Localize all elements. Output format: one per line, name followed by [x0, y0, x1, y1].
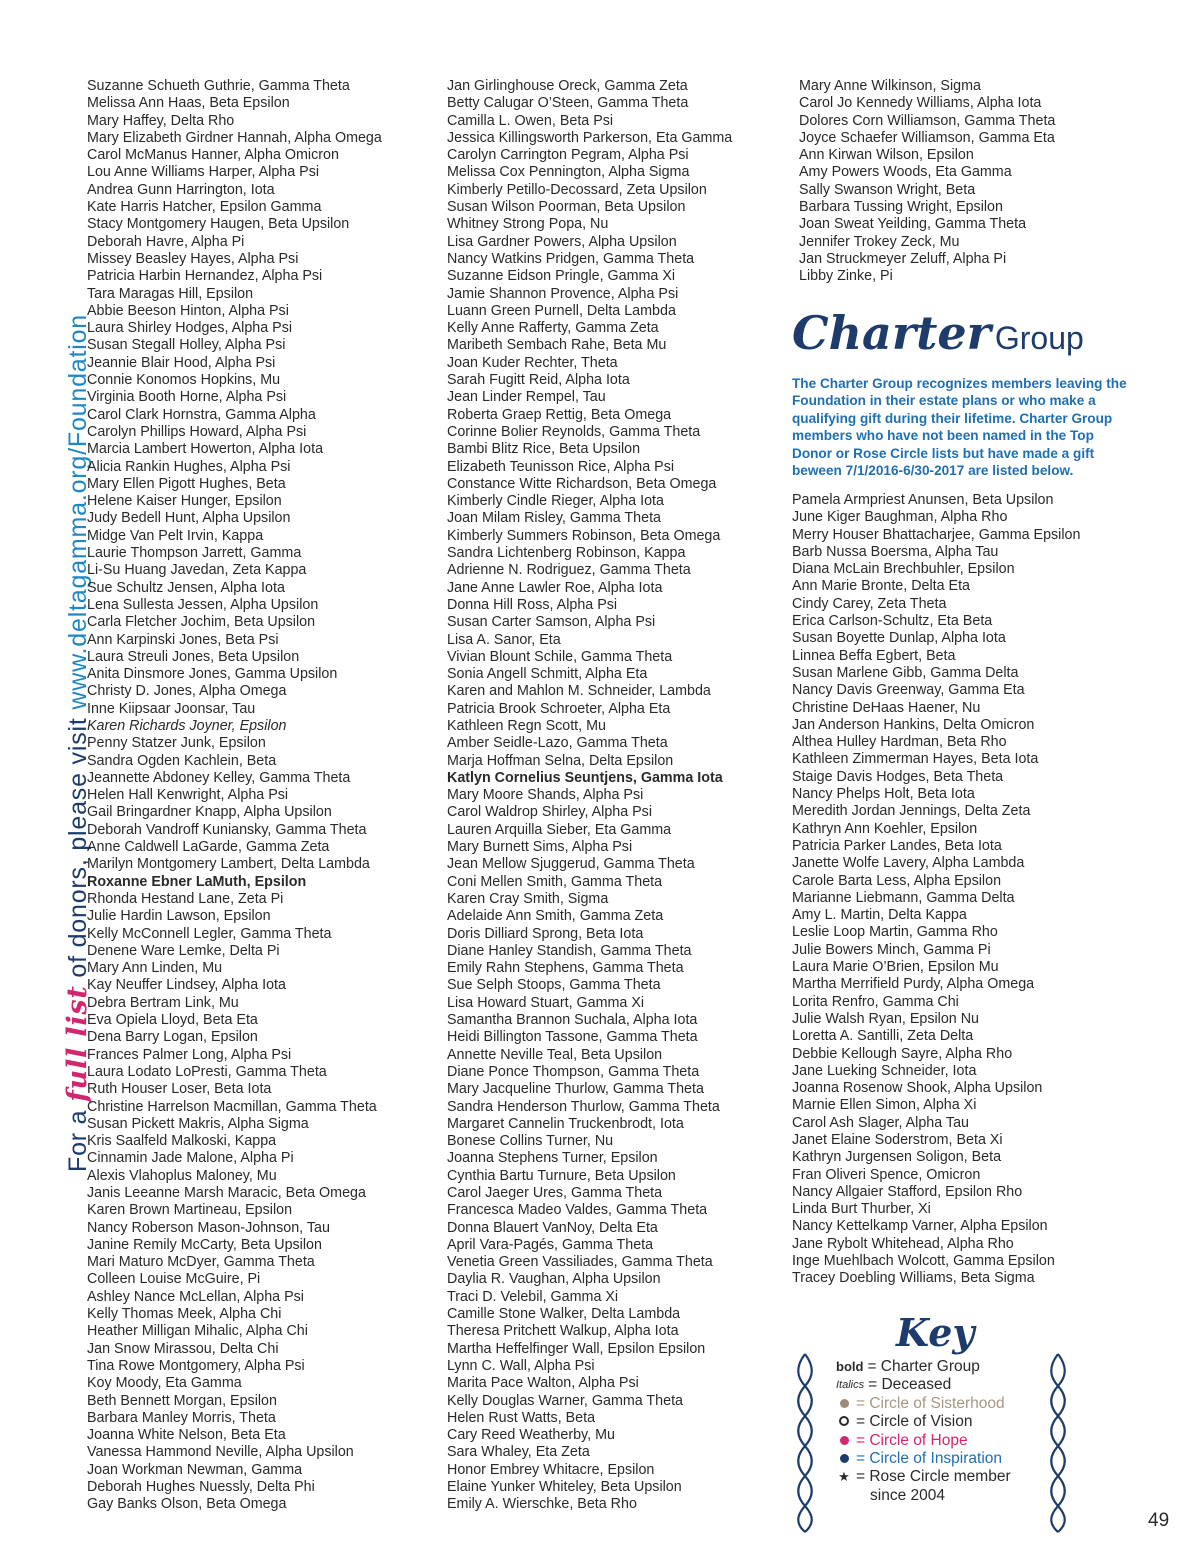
- donor-name-item: Susan Marlene Gibb, Gamma Delta: [792, 664, 1019, 681]
- donor-name-item: Cindy Carey, Zeta Theta: [792, 595, 947, 612]
- donor-name-item: Vivian Blount Schile, Gamma Theta: [447, 648, 673, 665]
- donor-name-item: Penny Statzer Junk, Epsilon: [87, 735, 266, 752]
- donor-name-item: Kimberly Cindle Rieger, Alpha Iota: [447, 493, 664, 510]
- donor-name-item: Lauren Arquilla Sieber, Eta Gamma: [447, 821, 672, 838]
- donor-name-item: Diane Ponce Thompson, Gamma Theta: [447, 1063, 700, 1080]
- donor-name-item: Carol Jo Kennedy Williams, Alpha Iota: [799, 95, 1042, 112]
- donor-name-item: Sandra Lichtenberg Robinson, Kappa: [447, 545, 686, 562]
- donor-name-item: Laura Marie O’Brien, Epsilon Mu: [792, 959, 999, 976]
- donor-name-item: Eva Opiela Lloyd, Beta Eta: [87, 1012, 258, 1029]
- donor-name-item: Cynthia Bartu Turnure, Beta Upsilon: [447, 1167, 676, 1184]
- donor-name-item: Tracey Doebling Williams, Beta Sigma: [792, 1270, 1035, 1287]
- donor-name-item: Marcia Lambert Howerton, Alpha Iota: [87, 441, 324, 458]
- donor-name-item: Roxanne Ebner LaMuth, Epsilon: [87, 873, 307, 890]
- donor-name-item: Lynn C. Wall, Alpha Psi: [447, 1357, 595, 1374]
- donor-name-item: Joan Milam Risley, Gamma Theta: [447, 510, 661, 527]
- donor-name-item: Kimberly Summers Robinson, Beta Omega: [447, 527, 721, 544]
- donor-name-item: Diane Hanley Standish, Gamma Theta: [447, 942, 692, 959]
- donor-name-item: Marianne Liebmann, Gamma Delta: [792, 889, 1015, 906]
- donor-name-item: Pamela Armpriest Anunsen, Beta Upsilon: [792, 492, 1054, 508]
- donor-name-item: Jan Girlinghouse Oreck, Gamma Zeta: [447, 78, 688, 94]
- donor-name-item: Katlyn Cornelius Seuntjens, Gamma Iota: [447, 769, 723, 786]
- donor-name-item: Linda Burt Thurber, Xi: [792, 1201, 931, 1218]
- donor-name-item: Lisa A. Sanor, Eta: [447, 631, 561, 648]
- donor-name-item: Elizabeth Teunisson Rice, Alpha Psi: [447, 458, 675, 475]
- donor-name-item: Barbara Tussing Wright, Epsilon: [799, 199, 1003, 216]
- donor-name-item: Kathryn Ann Koehler, Epsilon: [792, 820, 978, 837]
- donor-name-item: Althea Hulley Hardman, Beta Rho: [792, 734, 1007, 751]
- donor-name-item: Virginia Booth Horne, Alpha Psi: [87, 389, 287, 406]
- donor-name-item: Marnie Ellen Simon, Alpha Xi: [792, 1097, 977, 1114]
- key-italics-text: = Deceased: [868, 1376, 952, 1394]
- donor-name-item: Marja Hoffman Selna, Delta Epsilon: [447, 752, 674, 769]
- donor-name-item: Judy Bedell Hunt, Alpha Upsilon: [87, 510, 291, 527]
- donor-name-item: Camille Stone Walker, Delta Lambda: [447, 1306, 681, 1323]
- donor-name-item: Abbie Beeson Hinton, Alpha Psi: [87, 302, 289, 319]
- donor-name-item: Barbara Manley Morris, Theta: [87, 1409, 276, 1426]
- donor-name-item: Dena Barry Logan, Epsilon: [87, 1029, 258, 1046]
- donor-name-item: Jane Rybolt Whitehead, Alpha Rho: [792, 1235, 1014, 1252]
- donor-name-item: Jan Snow Mirassou, Delta Chi: [87, 1340, 279, 1357]
- donor-name-item: Martha Merrifield Purdy, Alpha Omega: [792, 976, 1035, 993]
- donor-name-item: Diana McLain Brechbuhler, Epsilon: [792, 561, 1015, 578]
- donor-name-item: Maribeth Sembach Rahe, Beta Mu: [447, 337, 667, 354]
- key-item-inspiration: [836, 1450, 1011, 1468]
- donor-name-item: Carolyn Carrington Pegram, Alpha Psi: [447, 147, 689, 164]
- page-number: 49: [1148, 1510, 1170, 1531]
- donor-name-item: Nancy Phelps Holt, Beta Iota: [792, 786, 975, 803]
- donor-name-item: Julie Walsh Ryan, Epsilon Nu: [792, 1010, 979, 1027]
- donor-name-item: Li-Su Huang Javedan, Zeta Kappa: [87, 562, 307, 579]
- donor-name-item: Rhonda Hestand Lane, Zeta Pi: [87, 890, 284, 907]
- donor-name-item: Sandra Ogden Kachlein, Beta: [87, 752, 277, 769]
- donor-name-item: Jean Mellow Sjuggerud, Gamma Theta: [447, 856, 695, 873]
- donor-column-1: [87, 78, 382, 1514]
- donor-name-item: Whitney Strong Popa, Nu: [447, 216, 609, 233]
- donor-name-item: Coni Mellen Smith, Gamma Theta: [447, 873, 663, 890]
- donor-name-item: Kathleen Zimmerman Hayes, Beta Iota: [792, 751, 1039, 768]
- donor-name-item: Daylia R. Vaughan, Alpha Upsilon: [447, 1271, 661, 1288]
- donor-name-item: Adrienne N. Rodriguez, Gamma Theta: [447, 562, 691, 579]
- donor-name-item: Helen Hall Kenwright, Alpha Psi: [87, 787, 289, 804]
- donor-name-item: Venetia Green Vassiliades, Gamma Theta: [447, 1254, 713, 1271]
- donor-name-item: Tina Rowe Montgomery, Alpha Psi: [87, 1357, 305, 1374]
- donor-name-item: Inge Muehlbach Wolcott, Gamma Epsilon: [792, 1253, 1055, 1270]
- donor-name-item: Camilla L. Owen, Beta Psi: [447, 112, 614, 129]
- donor-name-item: Nancy Roberson Mason-Johnson, Tau: [87, 1219, 330, 1236]
- star-icon: ★: [838, 1469, 850, 1485]
- donor-name-item: April Vara-Pagés, Gamma Theta: [447, 1236, 654, 1253]
- donor-name-item: Susan Carter Samson, Alpha Psi: [447, 614, 656, 631]
- donor-name-item: Midge Van Pelt Irvin, Kappa: [87, 527, 264, 544]
- key-bold-text: = Charter Group: [867, 1358, 980, 1375]
- donor-name-item: Sally Swanson Wright, Beta: [799, 181, 976, 198]
- donor-name-item: Margaret Cannelin Truckenbrodt, Iota: [447, 1115, 684, 1132]
- donor-column-2: [447, 78, 732, 1514]
- donor-name-item: Kathleen Regn Scott, Mu: [447, 717, 606, 734]
- donor-name-item: Ruth Houser Loser, Beta Iota: [87, 1081, 272, 1098]
- donor-name-item: Cinnamin Jade Malone, Alpha Pi: [87, 1150, 294, 1167]
- donor-name-item: Leslie Loop Martin, Gamma Rho: [792, 924, 998, 941]
- key-vision-text: = Circle of Vision: [856, 1413, 973, 1431]
- sidebar-script-text: full list: [62, 985, 93, 1102]
- donor-name-item: Kelly Anne Rafferty, Gamma Zeta: [447, 320, 659, 337]
- donor-name-item: Kelly Thomas Meek, Alpha Chi: [87, 1306, 282, 1323]
- donor-name-item: Mary Jacqueline Thurlow, Gamma Theta: [447, 1081, 704, 1098]
- donor-name-item: Libby Zinke, Pi: [799, 268, 893, 285]
- donor-name-item: Kathryn Jurgensen Soligon, Beta: [792, 1149, 1002, 1166]
- donor-name-item: Bonese Collins Turner, Nu: [447, 1133, 614, 1150]
- rope-right-decoration: [1043, 1352, 1073, 1534]
- donor-name-item: Theresa Pritchett Walkup, Alpha Iota: [447, 1323, 679, 1340]
- donor-name-item: Joanna Rosenow Shook, Alpha Upsilon: [792, 1080, 1043, 1097]
- donor-name-item: Mari Maturo McDyer, Gamma Theta: [87, 1254, 315, 1271]
- donor-name-item: Heidi Billington Tassone, Gamma Theta: [447, 1029, 698, 1046]
- key-item-sisterhood: [836, 1395, 1011, 1413]
- donor-name-item: Laura Shirley Hodges, Alpha Psi: [87, 320, 293, 337]
- donor-name-item: Sonia Angell Schmitt, Alpha Eta: [447, 666, 648, 683]
- donor-name-item: Marilyn Montgomery Lambert, Delta Lambda: [87, 856, 370, 873]
- donor-name-item: June Kiger Baughman, Alpha Rho: [792, 509, 1008, 526]
- donor-name-item: Jessica Killingsworth Parkerson, Eta Gamma: [447, 129, 733, 146]
- charter-group-description: The Charter Group recognizes members leaving the Foundation in their estate plans or who make a qualifying gift during their lifetime. Charter Group members who have not been named in the Top Donor or Rose Circle lists but have made a gift beween 7/1/2016-6/30-2017 are listed below.: [792, 376, 1127, 479]
- donor-name-item: Kelly Douglas Warner, Gamma Theta: [447, 1392, 683, 1409]
- donor-name-item: Jane Lueking Schneider, Iota: [792, 1062, 977, 1079]
- key-rose-text: = Rose Circle member: [856, 1468, 1011, 1486]
- donor-name-item: Melissa Ann Haas, Beta Epsilon: [87, 95, 290, 112]
- donor-name-item: Nancy Davis Greenway, Gamma Eta: [792, 682, 1025, 699]
- donor-name-item: Emily Rahn Stephens, Gamma Theta: [447, 960, 684, 977]
- donor-name-item: Missey Beasley Hayes, Alpha Psi: [87, 250, 299, 267]
- key-sisterhood-text: = Circle of Sisterhood: [856, 1394, 1005, 1412]
- donor-name-item: Deborah Havre, Alpha Pi: [87, 233, 245, 250]
- donor-column-3: [799, 78, 1055, 286]
- donor-name-item: Joanna White Nelson, Beta Eta: [87, 1427, 286, 1444]
- donor-name-item: Deborah Hughes Nuessly, Delta Phi: [87, 1479, 315, 1496]
- donor-name-item: Jan Struckmeyer Zeluff, Alpha Pi: [799, 250, 1007, 267]
- donor-name-item: Lena Sullesta Jessen, Alpha Upsilon: [87, 596, 319, 613]
- donor-name-item: Janis Leeanne Marsh Maracic, Beta Omega: [87, 1185, 366, 1201]
- key-item-hope: [836, 1432, 1011, 1450]
- key-item-rose-since: [836, 1487, 1011, 1505]
- donor-name-item: Constance Witte Richardson, Beta Omega: [447, 475, 717, 492]
- donor-name-item: Carol McManus Hanner, Alpha Omicron: [87, 147, 339, 164]
- donor-name-item: Laura Streuli Jones, Beta Upsilon: [87, 648, 300, 665]
- donor-name-item: Amy Powers Woods, Eta Gamma: [799, 164, 1012, 181]
- key-item-italics: [836, 1376, 1011, 1394]
- donor-name-item: Inne Kiipsaar Joonsar, Tau: [87, 700, 256, 717]
- donor-name-item: Samantha Brannon Suchala, Alpha Iota: [447, 1012, 698, 1029]
- donor-name-item: Fran Oliveri Spence, Omicron: [792, 1166, 981, 1183]
- donor-name-item: Vanessa Hammond Neville, Alpha Upsilon: [87, 1444, 354, 1461]
- donor-name-item: Susan Pickett Makris, Alpha Sigma: [87, 1115, 309, 1132]
- donor-name-item: Suzanne Eidson Pringle, Gamma Xi: [447, 268, 676, 285]
- donor-name-item: Amy L. Martin, Delta Kappa: [792, 907, 967, 924]
- donor-name-item: Emily A. Wierschke, Beta Rho: [447, 1496, 637, 1513]
- donor-name-item: Patricia Brook Schroeter, Alpha Eta: [447, 700, 671, 717]
- donor-name-item: Lou Anne Williams Harper, Alpha Psi: [87, 164, 320, 181]
- donor-name-item: Karen Brown Martineau, Epsilon: [87, 1202, 293, 1219]
- donor-name-item: Christine DeHaas Haener, Nu: [792, 699, 981, 716]
- inspiration-dot-icon: [840, 1454, 849, 1463]
- donor-name-item: Colleen Louise McGuire, Pi: [87, 1271, 261, 1288]
- donor-name-item: Lisa Howard Stuart, Gamma Xi: [447, 994, 645, 1011]
- donor-name-item: Sandra Henderson Thurlow, Gamma Theta: [447, 1098, 720, 1115]
- donor-name-item: Heather Milligan Mihalic, Alpha Chi: [87, 1323, 308, 1340]
- donor-name-item: Donna Hill Ross, Alpha Psi: [447, 596, 618, 613]
- donor-name-item: Jeannie Blair Hood, Alpha Psi: [87, 354, 276, 371]
- sidebar-prefix: For a: [64, 1101, 92, 1172]
- donor-name-item: Donna Blauert VanNoy, Delta Eta: [447, 1219, 658, 1236]
- donor-name-item: Gail Bringardner Knapp, Alpha Upsilon: [87, 804, 332, 821]
- donor-name-item: Karen Cray Smith, Sigma: [447, 890, 609, 907]
- donor-name-item: Joanna Stephens Turner, Epsilon: [447, 1150, 658, 1167]
- donor-name-item: Erica Carlson-Schultz, Eta Beta: [792, 613, 993, 630]
- donor-name-item: Laurie Thompson Jarrett, Gamma: [87, 545, 302, 562]
- donor-name-item: Mary Moore Shands, Alpha Psi: [447, 787, 644, 804]
- donor-name-item: Bambi Blitz Rice, Beta Upsilon: [447, 441, 641, 458]
- donor-name-item: Mary Anne Wilkinson, Sigma: [799, 78, 981, 94]
- donor-name-item: Sue Selph Stoops, Gamma Theta: [447, 977, 661, 994]
- charter-group-heading: [792, 306, 1084, 360]
- donor-name-item: Kimberly Petillo-Decossard, Zeta Upsilon: [447, 181, 707, 198]
- donor-name-item: Mary Ann Linden, Mu: [87, 960, 223, 977]
- donor-name-item: Joan Kuder Rechter, Theta: [447, 354, 618, 371]
- donor-name-item: Carol Ash Slager, Alpha Tau: [792, 1114, 969, 1131]
- donor-name-item: Ann Karpinski Jones, Beta Psi: [87, 631, 279, 648]
- key-heading: Key: [896, 1310, 975, 1355]
- donor-name-item: Jennifer Trokey Zeck, Mu: [799, 233, 960, 250]
- donor-name-item: Joyce Schaefer Williamson, Gamma Eta: [799, 129, 1055, 146]
- key-hope-text: = Circle of Hope: [856, 1431, 968, 1449]
- key-italics-label: Italics: [836, 1379, 865, 1392]
- charter-group-list: [792, 492, 1080, 1288]
- key-legend: [836, 1358, 1011, 1505]
- donor-name-item: Betty Calugar O’Steen, Gamma Theta: [447, 95, 689, 112]
- donor-name-item: Laura Lodato LoPresti, Gamma Theta: [87, 1063, 327, 1080]
- donor-name-item: Patricia Harbin Hernandez, Alpha Psi: [87, 268, 323, 285]
- donor-name-item: Doris Dilliard Sprong, Beta Iota: [447, 925, 644, 942]
- donor-name-item: Jamie Shannon Provence, Alpha Psi: [447, 285, 679, 302]
- donor-name-item: Helene Kaiser Hunger, Epsilon: [87, 493, 282, 510]
- donor-name-item: Jean Linder Rempel, Tau: [447, 389, 606, 406]
- donor-name-item: Denene Ware Lemke, Delta Pi: [87, 942, 280, 959]
- donor-name-item: Stacy Montgomery Haugen, Beta Upsilon: [87, 216, 350, 233]
- key-bold-label: bold: [836, 1359, 864, 1374]
- charter-title-plain: Group: [994, 320, 1084, 356]
- donor-name-item: Beth Bennett Morgan, Epsilon: [87, 1392, 277, 1409]
- donor-name-item: Andrea Gunn Harrington, Iota: [87, 181, 275, 198]
- donor-name-item: Julie Hardin Lawson, Epsilon: [87, 908, 271, 925]
- donor-name-item: Susan Stegall Holley, Alpha Psi: [87, 337, 286, 354]
- donor-name-item: Frances Palmer Long, Alpha Psi: [87, 1046, 292, 1063]
- key-rose-since-text: since 2004: [870, 1486, 945, 1504]
- donor-name-item: Kelly McConnell Legler, Gamma Theta: [87, 925, 332, 942]
- donor-name-item: Anita Dinsmore Jones, Gamma Upsilon: [87, 666, 338, 683]
- donor-name-item: Luann Green Purnell, Delta Lambda: [447, 302, 676, 319]
- donor-name-item: Karen and Mahlon M. Schneider, Lambda: [447, 683, 711, 700]
- donor-name-item: Christy D. Jones, Alpha Omega: [87, 683, 287, 700]
- donor-name-item: Nancy Allgaier Stafford, Epsilon Rho: [792, 1183, 1023, 1200]
- donor-name-item: Barb Nussa Boersma, Alpha Tau: [792, 543, 999, 560]
- donor-name-item: Carol Clark Hornstra, Gamma Alpha: [87, 406, 316, 423]
- donor-name-item: Carol Waldrop Shirley, Alpha Psi: [447, 804, 653, 821]
- donor-name-item: Lorita Renfro, Gamma Chi: [792, 993, 959, 1010]
- donor-name-item: Gay Banks Olson, Beta Omega: [87, 1496, 287, 1513]
- donor-name-item: Traci D. Velebil, Gamma Xi: [447, 1288, 619, 1305]
- donor-name-item: Susan Wilson Poorman, Beta Upsilon: [447, 199, 686, 216]
- donor-name-item: Francesca Madeo Valdes, Gamma Theta: [447, 1202, 708, 1219]
- donor-name-item: Mary Burnett Sims, Alpha Psi: [447, 839, 633, 856]
- donor-name-item: Jan Anderson Hankins, Delta Omicron: [792, 716, 1035, 733]
- donor-name-item: Alexis Vlahoplus Maloney, Mu: [87, 1167, 277, 1184]
- donor-name-item: Nancy Kettelkamp Varner, Alpha Epsilon: [792, 1218, 1048, 1235]
- donor-name-item: Kate Harris Hatcher, Epsilon Gamma: [87, 199, 322, 216]
- rope-left-decoration: [790, 1352, 820, 1534]
- donor-name-item: Meredith Jordan Jennings, Delta Zeta: [792, 803, 1031, 820]
- donor-name-item: Jeannette Abdoney Kelley, Gamma Theta: [87, 769, 351, 786]
- donor-name-item: Melissa Cox Pennington, Alpha Sigma: [447, 164, 690, 181]
- key-inspiration-text: = Circle of Inspiration: [856, 1449, 1003, 1467]
- donor-name-item: Lisa Gardner Powers, Alpha Upsilon: [447, 233, 677, 250]
- donor-name-item: Ann Marie Bronte, Delta Eta: [792, 578, 971, 595]
- donor-name-item: Linnea Beffa Egbert, Beta: [792, 647, 956, 664]
- donor-name-item: Carole Barta Less, Alpha Epsilon: [792, 872, 1002, 889]
- key-item-bold: [836, 1358, 1011, 1376]
- donor-name-item: Connie Konomos Hopkins, Mu: [87, 372, 281, 389]
- donor-name-item: Tara Maragas Hill, Epsilon: [87, 285, 254, 302]
- donor-name-item: Amber Seidle-Lazo, Gamma Theta: [447, 735, 668, 752]
- donor-name-item: Nancy Watkins Pridgen, Gamma Theta: [447, 250, 695, 267]
- donor-name-item: Corinne Bolier Reynolds, Gamma Theta: [447, 423, 701, 440]
- donor-name-item: Julie Bowers Minch, Gamma Pi: [792, 941, 991, 958]
- donor-name-item: Loretta A. Santilli, Zeta Delta: [792, 1028, 974, 1045]
- donor-name-item: Suzanne Schueth Guthrie, Gamma Theta: [87, 78, 350, 94]
- donor-name-item: Carla Fletcher Jochim, Beta Upsilon: [87, 614, 316, 631]
- donor-name-item: Cary Reed Weatherby, Mu: [447, 1427, 615, 1444]
- charter-title-script: Charter: [792, 306, 991, 360]
- donor-name-item: Deborah Vandroff Kuniansky, Gamma Theta: [87, 821, 367, 838]
- sidebar-middle: of donors, please visit: [64, 709, 92, 986]
- donor-name-item: Carolyn Phillips Howard, Alpha Psi: [87, 423, 307, 440]
- donor-name-item: Mary Haffey, Delta Rho: [87, 112, 235, 129]
- donor-name-item: Annette Neville Teal, Beta Upsilon: [447, 1046, 663, 1063]
- donor-name-item: Koy Moody, Eta Gamma: [87, 1375, 242, 1392]
- donor-name-item: Debbie Kellough Sayre, Alpha Rho: [792, 1045, 1013, 1062]
- donor-name-item: Ann Kirwan Wilson, Epsilon: [799, 147, 974, 164]
- key-item-rose: [836, 1468, 1011, 1486]
- donor-name-item: Martha Heffelfinger Wall, Epsilon Epsilon: [447, 1340, 706, 1357]
- donor-name-item: Alicia Rankin Hughes, Alpha Psi: [87, 458, 291, 475]
- donor-name-item: Helen Rust Watts, Beta: [447, 1409, 596, 1426]
- donor-name-item: Debra Bertram Link, Mu: [87, 994, 239, 1011]
- donor-name-item: Mary Elizabeth Girdner Hannah, Alpha Omega: [87, 129, 382, 146]
- donor-name-item: Sue Schultz Jensen, Alpha Iota: [87, 579, 285, 596]
- donor-name-item: Jane Anne Lawler Roe, Alpha Iota: [447, 579, 663, 596]
- donor-name-item: Kay Neuffer Lindsey, Alpha Iota: [87, 977, 286, 994]
- donor-name-item: Honor Embrey Whitacre, Epsilon: [447, 1461, 655, 1478]
- donor-name-item: Ashley Nance McLellan, Alpha Psi: [87, 1288, 304, 1305]
- donor-name-item: Marita Pace Walton, Alpha Psi: [447, 1375, 639, 1392]
- donor-name-item: Janette Wolfe Lavery, Alpha Lambda: [792, 855, 1025, 872]
- donor-name-item: Merry Houser Bhattacharjee, Gamma Epsilon: [792, 526, 1081, 543]
- donor-name-item: Adelaide Ann Smith, Gamma Zeta: [447, 908, 664, 925]
- donor-name-item: Kris Saalfeld Malkoski, Kappa: [87, 1133, 277, 1150]
- vision-circle-icon: [839, 1416, 849, 1426]
- donor-name-item: Staige Davis Hodges, Beta Theta: [792, 768, 1004, 785]
- donor-name-item: Sara Whaley, Eta Zeta: [447, 1444, 590, 1461]
- donor-name-item: Susan Boyette Dunlap, Alpha Iota: [792, 630, 1006, 647]
- donor-name-item: Joan Workman Newman, Gamma: [87, 1461, 303, 1478]
- donor-name-item: Dolores Corn Williamson, Gamma Theta: [799, 112, 1056, 129]
- donor-name-item: Mary Ellen Pigott Hughes, Beta: [87, 475, 286, 492]
- foundation-url-link[interactable]: www.deltagamma.org/Foundation: [64, 314, 92, 710]
- key-item-vision: [836, 1413, 1011, 1431]
- sisterhood-dot-icon: [840, 1399, 849, 1408]
- donor-name-item: Christine Harrelson Macmillan, Gamma Theta: [87, 1098, 377, 1115]
- donor-name-item: Anne Caldwell LaGarde, Gamma Zeta: [87, 839, 330, 856]
- donor-name-item: Patricia Parker Landes, Beta Iota: [792, 837, 1002, 854]
- donor-name-item: Carol Jaeger Ures, Gamma Theta: [447, 1185, 663, 1201]
- hope-dot-icon: [840, 1436, 849, 1445]
- donor-name-item: Karen Richards Joyner, Epsilon: [87, 717, 287, 734]
- donor-name-item: Joan Sweat Yeilding, Gamma Theta: [799, 216, 1027, 233]
- donor-name-item: Roberta Graep Rettig, Beta Omega: [447, 406, 672, 423]
- donor-name-item: Janet Elaine Soderstrom, Beta Xi: [792, 1131, 1003, 1148]
- donor-name-item: Janine Remily McCarty, Beta Upsilon: [87, 1236, 322, 1253]
- donor-name-item: Sarah Fugitt Reid, Alpha Iota: [447, 372, 630, 389]
- donor-name-item: Elaine Yunker Whiteley, Beta Upsilon: [447, 1479, 682, 1496]
